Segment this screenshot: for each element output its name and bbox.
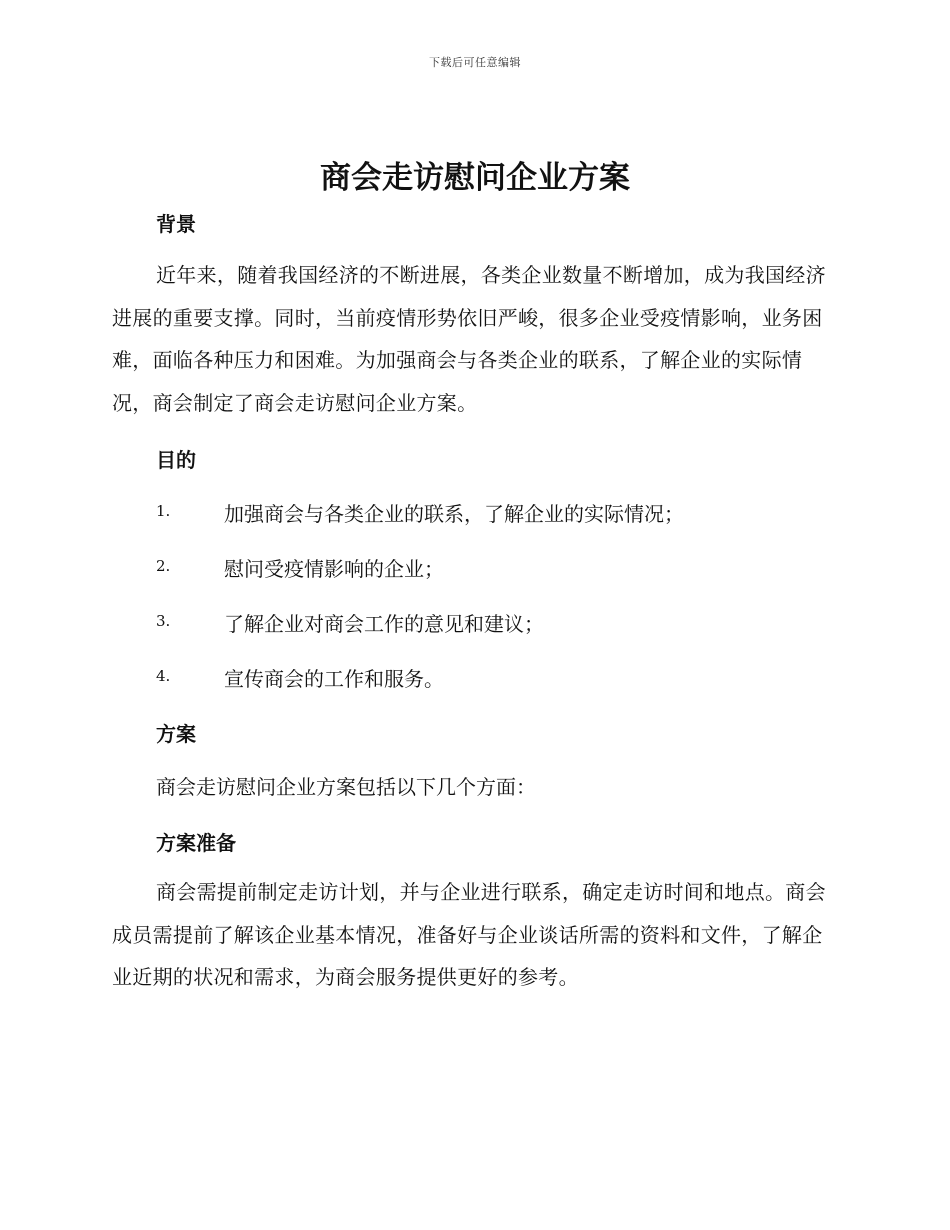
list-item-text: 宣传商会的工作和服务。	[224, 667, 444, 691]
list-item	[156, 608, 836, 638]
list-item	[156, 498, 836, 528]
section-heading-preparation: 方案准备	[156, 831, 236, 855]
document-title: 商会走访慰问企业方案	[320, 160, 630, 196]
list-item-number: 4.	[156, 667, 171, 685]
list-item-number: 2.	[156, 557, 171, 575]
plan-intro-text: 商会走访慰问企业方案包括以下几个方面：	[156, 775, 536, 799]
page-header-note: 下载后可任意编辑	[429, 56, 521, 69]
section-heading-purpose: 目的	[156, 448, 196, 472]
background-paragraph: 近年来，随着我国经济的不断进展，各类企业数量不断增加，成为我国经济进展的重要支撑。同时，当前疫情形势依旧严峻，很多企业受疫情影响，业务困难，面临各种压力和困难。为加强商会与各类企业的联系，了解企业的实际情况，商会制定了商会走访慰问企业方案。	[112, 263, 826, 415]
list-item	[156, 663, 836, 693]
section-heading-plan: 方案	[156, 722, 196, 746]
list-item	[156, 553, 836, 583]
list-item-number: 1.	[156, 502, 171, 520]
section-heading-background: 背景	[156, 212, 196, 236]
list-item-text: 慰问受疫情影响的企业；	[224, 557, 444, 581]
list-item-text: 了解企业对商会工作的意见和建议；	[224, 612, 544, 636]
list-item-number: 3.	[156, 612, 171, 630]
preparation-paragraph: 商会需提前制定走访计划，并与企业进行联系，确定走访时间和地点。商会成员需提前了解该企业基本情况，准备好与企业谈话所需的资料和文件，了解企业近期的状况和需求，为商会服务提供更好的参考。	[112, 880, 826, 989]
list-item-text: 加强商会与各类企业的联系，了解企业的实际情况；	[224, 502, 684, 526]
